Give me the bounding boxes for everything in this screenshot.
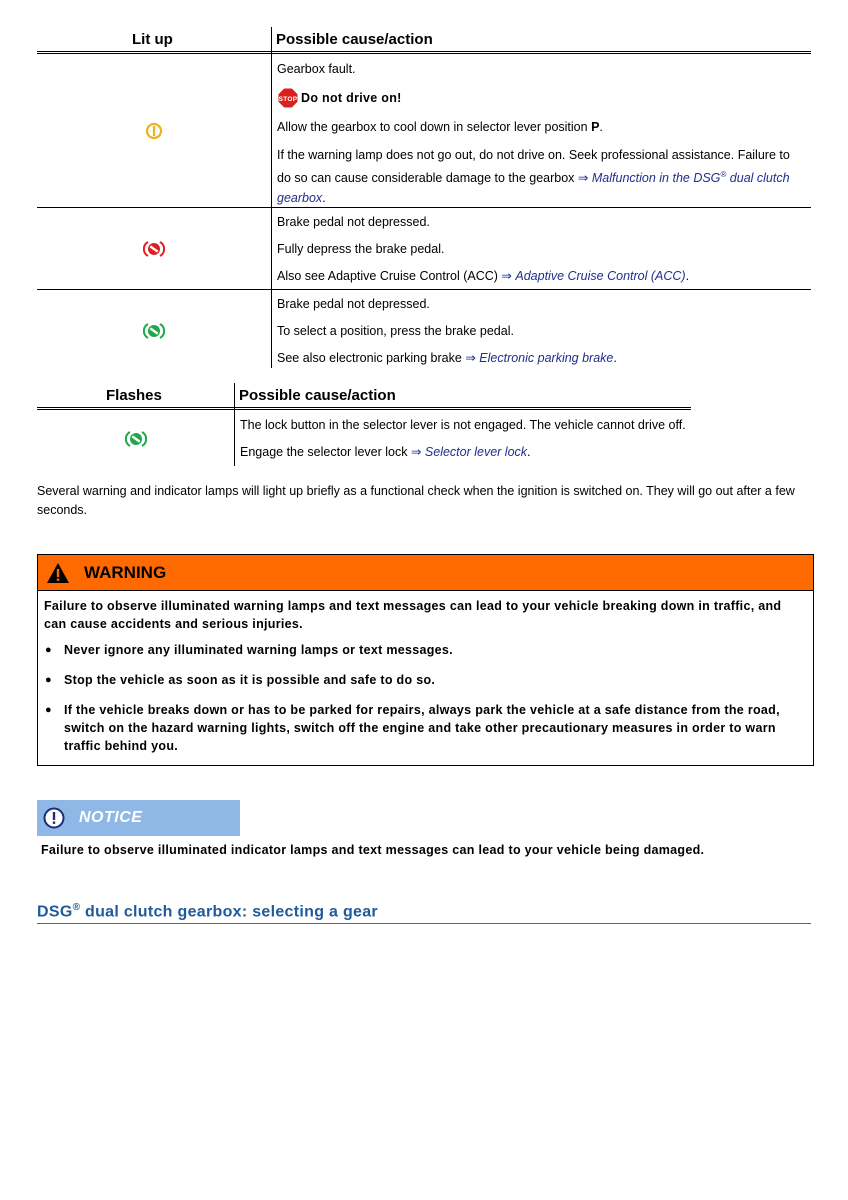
cell-text: Brake pedal not depressed. [277,215,430,229]
intro-paragraph: Several warning and indicator lamps will light up briefly as a functional check when the ignition is switched on. They will go out after a few seconds. [37,484,795,517]
cell-text: Fully depress the brake pedal. [277,242,445,256]
warning-title: WARNING [84,562,167,582]
svg-text:STOP: STOP [278,96,298,103]
warning-header [38,555,813,591]
cell-text: The lock button in the selector lever is not engaged. The vehicle cannot drive off. [240,418,686,432]
warning-body [38,591,813,755]
brake-pedal-icon [125,430,147,448]
do-not-drive-line: STOP Do not drive on! [277,87,807,109]
warning-intro: Failure to observe illuminated warning lamps and text messages can lead to your vehicle breaking down in traffic, and can cause accidents and serious injuries. [44,599,782,631]
link-selector-lever-lock[interactable]: Selector lever lock [424,445,528,459]
col-header-cause: Possible cause/action [276,31,433,48]
notice-text: Failure to observe illuminated indicator lamps and text messages can lead to your vehicle being damaged. [41,843,705,857]
cell-text: Also see Adaptive Cruise Control (ACC) ⇒ Adaptive Cruise Control (ACC). [277,269,690,283]
list-item: ● Never ignore any illuminated warning lamps or text messages. [44,641,807,659]
brake-pedal-icon [143,322,165,340]
cell-text: Engage the selector lever lock ⇒ Selector lever lock. [240,445,531,459]
section-title: DSG® dual clutch gearbox: selecting a gear [37,902,811,924]
notice-exclamation-icon [43,807,65,829]
table-row-icon [37,56,271,206]
cell-text: To select a position, press the brake pedal. [277,324,514,338]
cell-text: See also electronic parking brake ⇒ Electronic parking brake. [277,351,617,365]
col-header-cause: Possible cause/action [239,387,396,404]
gearbox-fault-icon [145,122,163,140]
table-row [277,295,807,376]
col-header-lit-up: Lit up [132,31,173,48]
warning-box [37,554,814,766]
cell-text: Allow the gearbox to cool down in selector lever position P. [277,120,603,134]
notice-title: NOTICE [79,809,143,826]
brake-pedal-icon [143,240,165,258]
stop-icon [277,87,299,109]
header-rule [37,407,691,410]
header-rule [37,51,811,54]
cell-text: Brake pedal not depressed. [277,297,430,311]
table-row [240,416,690,470]
list-item: ● If the vehicle breaks down or has to be parked for repairs, always park the vehicle at a safe distance from the road, switch on the hazard warning lights, switch off the engine and take other precautionary measures in order to warn traffic behind you. [44,701,807,755]
table-row-icon [37,290,271,372]
column-divider [271,27,272,368]
table-row-icon [37,208,271,290]
col-header-flashes: Flashes [106,387,162,404]
cell-text: Gearbox fault. [277,62,356,76]
warning-list [44,641,807,755]
table-row-icon [37,412,234,466]
link-malfunction-dsg[interactable]: Malfunction in the DSG® dual clutch gearbox [277,170,790,206]
column-divider [234,383,235,466]
table-row [277,213,807,294]
list-item: ● Stop the vehicle as soon as it is possible and safe to do so. [44,671,807,689]
link-electronic-parking-brake[interactable]: Electronic parking brake [479,351,614,365]
table-row [277,60,807,217]
notice-header [37,800,240,836]
link-acc[interactable]: Adaptive Cruise Control (ACC) [515,269,686,283]
warning-triangle-icon [46,562,70,584]
cell-text: If the warning lamp does not go out, do not drive on. Seek professional assistance. Failure to do so can cause considerable damage to the gearbox ⇒ Malfunction in the DSG® dual clutch gearbox. [277,148,790,206]
